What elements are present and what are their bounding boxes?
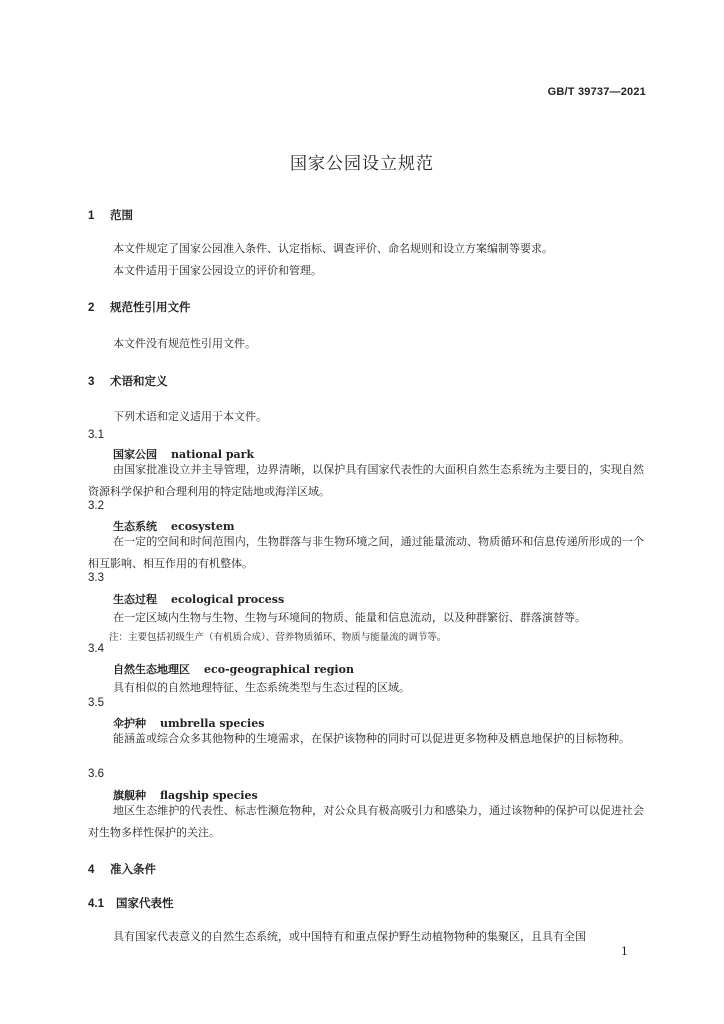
term-definition: 在一定区域内生物与生物、生物与环境间的物质、能量和信息流动，以及种群繁衍、群落演替等。 [113, 611, 586, 624]
term-zh: 国家公园 [113, 448, 157, 461]
term-en: national park [171, 448, 255, 461]
term-note: 注：主要包括初级生产（有机质合成）、营养物质循环、物质与能量流的调节等。 [109, 632, 447, 643]
paragraph: 本文件没有规范性引用文件。 [113, 337, 256, 350]
term-zh: 生态系统 [113, 520, 157, 533]
subsection-4-1-heading [88, 895, 174, 911]
term-definition: 能涵盖或综合众多其他物种的生境需求，在保护该物种的同时可以促进更多物种及栖息地保护的目标物种。 [113, 732, 630, 745]
section-title: 范围 [110, 208, 133, 222]
standard-code: GB/T 39737—2021 [547, 86, 646, 98]
section-title: 准入条件 [110, 862, 156, 876]
paragraph: 下列术语和定义适用于本文件。 [113, 410, 267, 423]
section-number: 3 [88, 376, 95, 388]
section-number: 1 [88, 210, 95, 222]
subsection-title: 国家代表性 [116, 896, 174, 910]
term-definition: 具有相似的自然地理特征、生态系统类型与生态过程的区域。 [113, 681, 410, 694]
term-en: ecosystem [171, 520, 235, 533]
paragraph: 本文件规定了国家公园准入条件、认定指标、调查评价、命名规则和设立方案编制等要求。 [113, 242, 553, 255]
section-2-heading [88, 299, 191, 315]
section-title: 术语和定义 [110, 374, 168, 388]
term-definition: 地区生态维护的代表性、标志性濒危物种，对公众具有极高吸引力和感染力，通过该物种的保护可以促进社会对生物多样性保护的关注。 [88, 804, 644, 839]
document-title: 国家公园设立规范 [290, 154, 434, 174]
section-number: 4 [88, 864, 95, 876]
term-number: 3.1 [88, 429, 104, 441]
term-zh: 伞护种 [113, 717, 146, 730]
term-number: 3.5 [88, 697, 104, 709]
section-4-heading [88, 861, 156, 877]
paragraph: 具有国家代表意义的自然生态系统，或中国特有和重点保护野生动植物物种的集聚区，且具有全国 [113, 930, 586, 943]
term-definition: 由国家批准设立并主导管理，边界清晰，以保护具有国家代表性的大面积自然生态系统为主要目的，实现自然资源科学保护和合理利用的特定陆地或海洋区域。 [88, 463, 644, 498]
term-definition: 在一定的空间和时间范围内，生物群落与非生物环境之间，通过能量流动、物质循环和信息传递所形成的一个相互影响、相互作用的有机整体。 [88, 535, 644, 570]
paragraph: 本文件适用于国家公园设立的评价和管理。 [113, 264, 322, 277]
term-en: ecological process [171, 593, 285, 606]
term-number: 3.6 [88, 768, 104, 780]
section-1-heading [88, 207, 133, 223]
term-heading [113, 591, 284, 607]
term-en: eco-geographical region [204, 663, 354, 676]
term-en: flagship species [160, 789, 258, 802]
term-number: 3.3 [88, 572, 104, 584]
page-number: 1 [621, 945, 628, 958]
term-number: 3.2 [88, 500, 104, 512]
term-number: 3.4 [88, 643, 104, 655]
term-zh: 生态过程 [113, 593, 157, 606]
term-zh: 旗舰种 [113, 789, 146, 802]
term-zh: 自然生态地理区 [113, 663, 190, 676]
term-heading [113, 661, 354, 677]
section-3-heading [88, 373, 168, 389]
section-number: 2 [88, 302, 95, 314]
term-en: umbrella species [160, 717, 265, 730]
subsection-number: 4.1 [88, 898, 104, 910]
section-title: 规范性引用文件 [110, 300, 191, 314]
